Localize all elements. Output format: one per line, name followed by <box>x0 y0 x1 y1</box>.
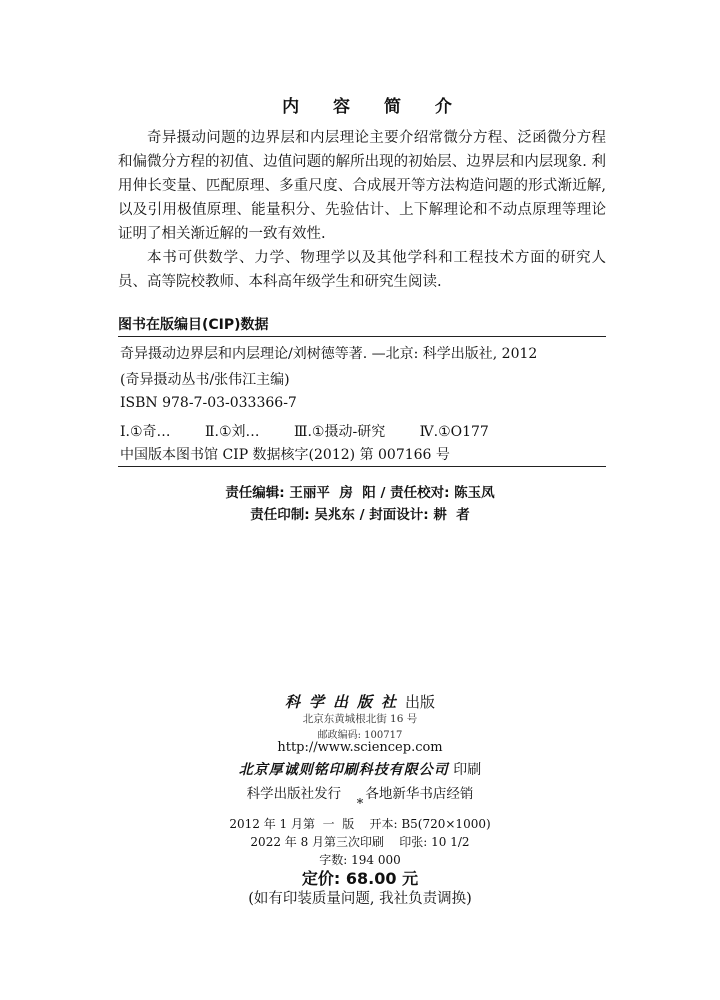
printer-line <box>0 759 720 779</box>
cip-line-record-number: 中国版本图书馆 CIP 数据核字(2012) 第 007166 号 <box>120 447 450 463</box>
edition-line: 2012 年 1 月第 一 版 开本: B5(720×1000) <box>229 817 491 831</box>
cip-line-classification <box>120 421 519 441</box>
cip-class-4: Ⅳ.①O177 <box>419 424 489 440</box>
retailer: 各地新华书店经销 <box>365 786 474 802</box>
cip-heading: 图书在版编目(CIP)数据 <box>118 317 269 333</box>
printing-label: 责任印制: <box>250 507 310 523</box>
proofreader-label: / 责任校对: <box>380 485 450 501</box>
price: 定价: 68.00 元 <box>301 869 419 888</box>
summary-title: 内 容 简 介 <box>282 97 466 117</box>
printing-line: 2022 年 8 月第三次印刷 印张: 10 1/2 <box>250 835 470 849</box>
star-separator: * <box>356 797 364 812</box>
summary-paragraph-2 <box>118 246 606 294</box>
publisher-postcode: 邮政编码: 100717 <box>317 730 403 741</box>
printing-name: 吴兆东 <box>314 507 355 523</box>
distributor: 科学出版社发行 <box>246 786 342 802</box>
word-count: 字数: 194 000 <box>319 853 401 867</box>
cip-line-isbn: ISBN 978-7-03-033366-7 <box>120 395 297 411</box>
editors-label: 责任编辑: <box>225 485 285 501</box>
cip-line-series: (奇异摄动丛书/张伟江主编) <box>120 372 290 388</box>
publisher-brand-logo: 科学出版社 <box>284 693 405 711</box>
publisher-name <box>0 691 720 712</box>
printer-suffix: 印刷 <box>453 762 482 778</box>
printer-name: 北京厚诚则铭印刷科技有限公司 <box>238 762 449 778</box>
summary-paragraph-1 <box>118 126 606 246</box>
quality-note: (如有印装质量问题, 我社负责调换) <box>248 891 472 907</box>
cip-line-citation: 奇异摄动边界层和内层理论/刘树德等著. —北京: 科学出版社, 2012 <box>120 346 538 362</box>
summary-paragraph-2-text: 本书可供数学、力学、物理学以及其他学科和工程技术方面的研究人员、高等院校教师、本科高年级学生和研究生阅读. <box>118 250 606 290</box>
cip-class-3: Ⅲ.①摄动-研究 <box>293 424 386 440</box>
staff-line-production <box>0 503 720 523</box>
cover-label: / 封面设计: <box>359 507 429 523</box>
summary-paragraph-1-text: 奇异摄动问题的边界层和内层理论主要介绍常微分方程、泛函微分方程和偏微分方程的初值、边值问题的解所出现的初始层、边界层和内层现象. 利用伸长变量、匹配原理、多重尺度、合成展开等方法构造问题的形式渐近解, 以及引用极值原理、能量积分、先验估计、上下解理论和不动点原理等理论证明了相关渐近解的一致有效性. <box>118 130 606 242</box>
cip-class-2: Ⅱ.①刘… <box>204 424 260 440</box>
cip-top-rule <box>118 336 606 337</box>
staff-line-editors <box>0 481 720 501</box>
cip-class-1: Ⅰ.①奇… <box>120 424 171 440</box>
publisher-url: http://www.sciencep.com <box>277 740 443 755</box>
cip-bottom-rule <box>118 466 606 467</box>
proofreader-name: 陈玉凤 <box>454 485 495 501</box>
publisher-address: 北京东黄城根北街 16 号 <box>302 713 418 725</box>
editors-names: 王丽平 房 阳 <box>289 485 376 501</box>
cover-name: 耕 者 <box>433 507 470 523</box>
publisher-suffix: 出版 <box>405 693 436 711</box>
